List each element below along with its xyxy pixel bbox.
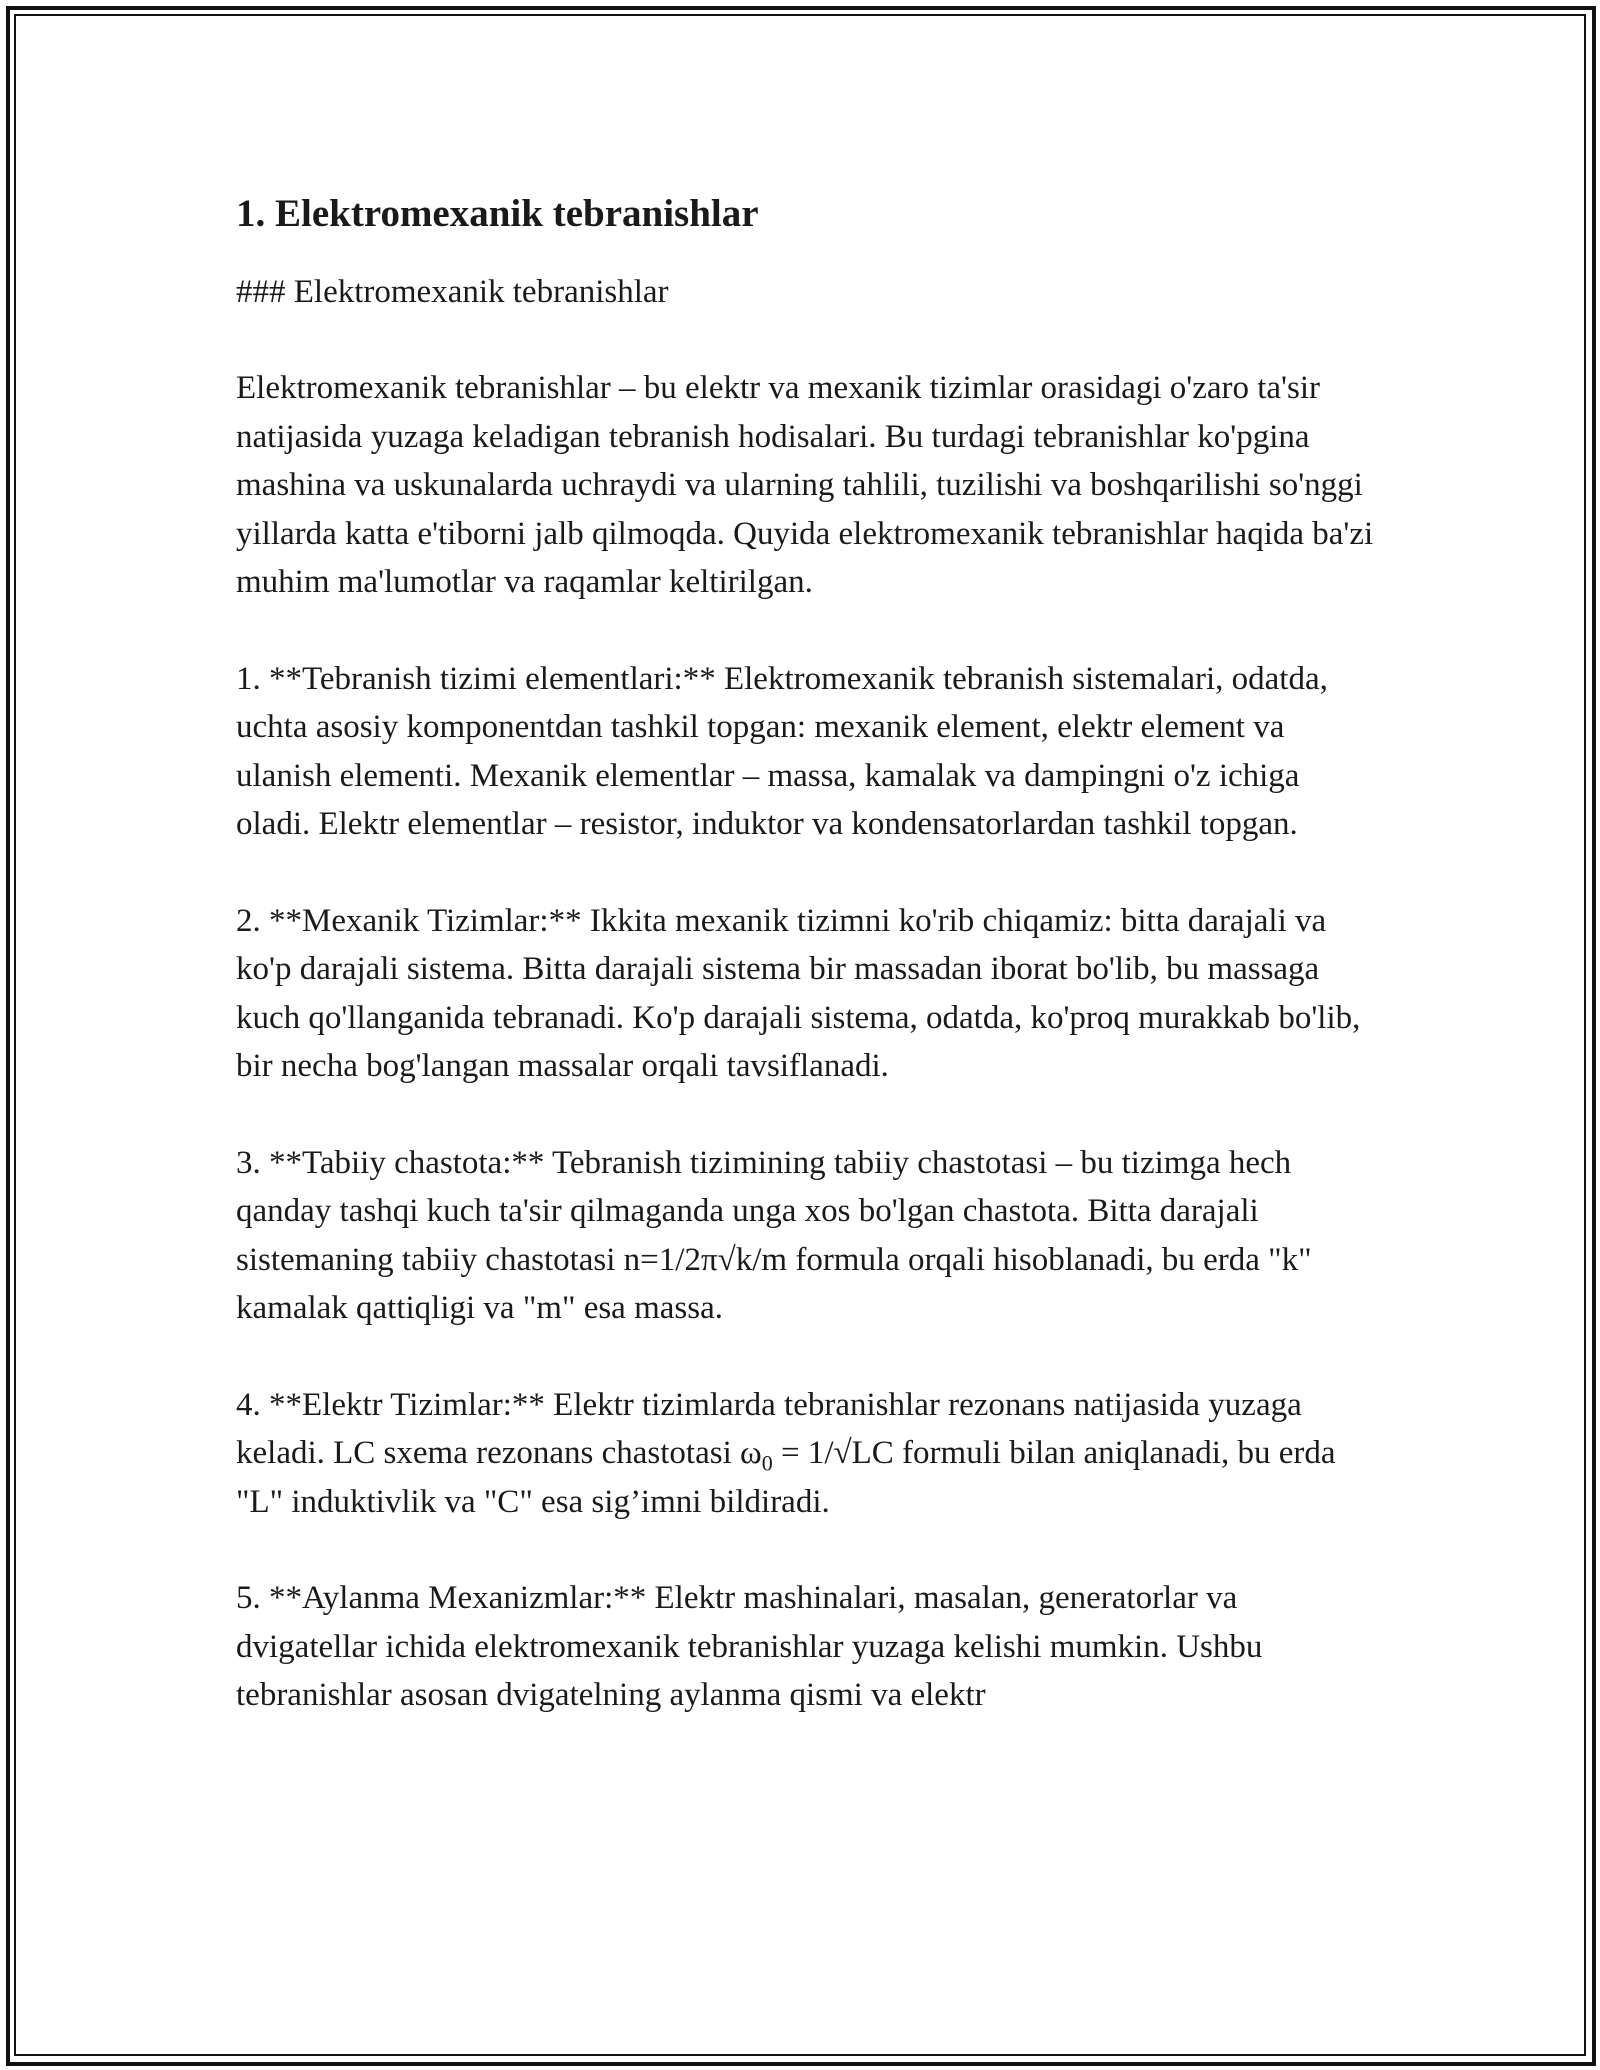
list-item-5: 5. **Aylanma Mexanizmlar:** Elektr mashinalari, masalan, generatorlar va dvigatellar ichida elektromexanik tebranishlar yuzaga kelishi mumkin. Ushbu tebranishlar asosan dvigatelning aylanma qismi va elektr — [236, 1580, 1263, 1713]
list-item-4-text-a: 4. **Elektr Tizimlar:** Elektr tizimlarda tebranishlar rezonans natijasida yuzaga keladi. LC sxema rezonans chastotasi ω — [236, 1386, 1302, 1471]
list-item-1: 1. **Tebranish tizimi elementlari:** Elektromexanik tebranish sistemalari, odatda, uchta asosiy komponentdan tashkil topgan: mexanik element, elektr element va ulanish elementi. Mexanik elementlar – massa, kamalak va dampingni o'z ichiga oladi. Elektr elementlar – resistor, induktor va kondensatorlardan tashkil topgan. — [236, 660, 1328, 842]
list-item-3: 3. **Tabiiy chastota:** Tebranish tizimining tabiiy chastotasi – bu tizimga hech qanday tashqi kuch ta'sir qilmaganda unga xos bo'lgan chastota. Bitta darajali sistemaning tabiiy chastotasi n=1/2π√k/m formula orqali hisoblanadi, bu erda "k" kamalak qattiqligi va "m" esa massa. — [236, 1144, 1312, 1326]
omega-subscript: 0 — [761, 1450, 773, 1476]
list-item-4-text-b: = 1/√LC formuli bilan aniqlanadi, bu erda "L" induktivlik va "C" esa sig’imni bildiradi. — [236, 1435, 1336, 1520]
document-title: 1. Elektromexanik tebranishlar — [236, 192, 759, 235]
document-subheading: ### Elektromexanik tebranishlar — [236, 274, 669, 310]
list-item-2: 2. **Mexanik Tizimlar:** Ikkita mexanik tizimni ko'rib chiqamiz: bitta darajali va ko'p darajali sistema. Bitta darajali sistema bir massadan iborat bo'lib, bu massaga kuch qo'llanganida tebranadi. Ko'p darajali sistema, odatda, ko'proq murakkab bo'lib, bir necha bog'langan massalar orqali tavsiflanadi. — [236, 902, 1361, 1084]
intro-paragraph: Elektromexanik tebranishlar – bu elektr va mexanik tizimlar orasidagi o'zaro ta'sir natijasida yuzaga keladigan tebranish hodisalari. Bu turdagi tebranishlar ko'pgina mashina va uskunalarda uchraydi va ularning tahlili, tuzilishi va boshqarilishi so'nggi yillarda katta e'tiborni jalb qilmoqda. Quyida elektromexanik tebranishlar haqida ba'zi muhim ma'lumotlar va raqamlar keltirilgan. — [236, 370, 1374, 600]
list-item-4 — [236, 1381, 1376, 1527]
document-body — [236, 188, 1376, 1768]
